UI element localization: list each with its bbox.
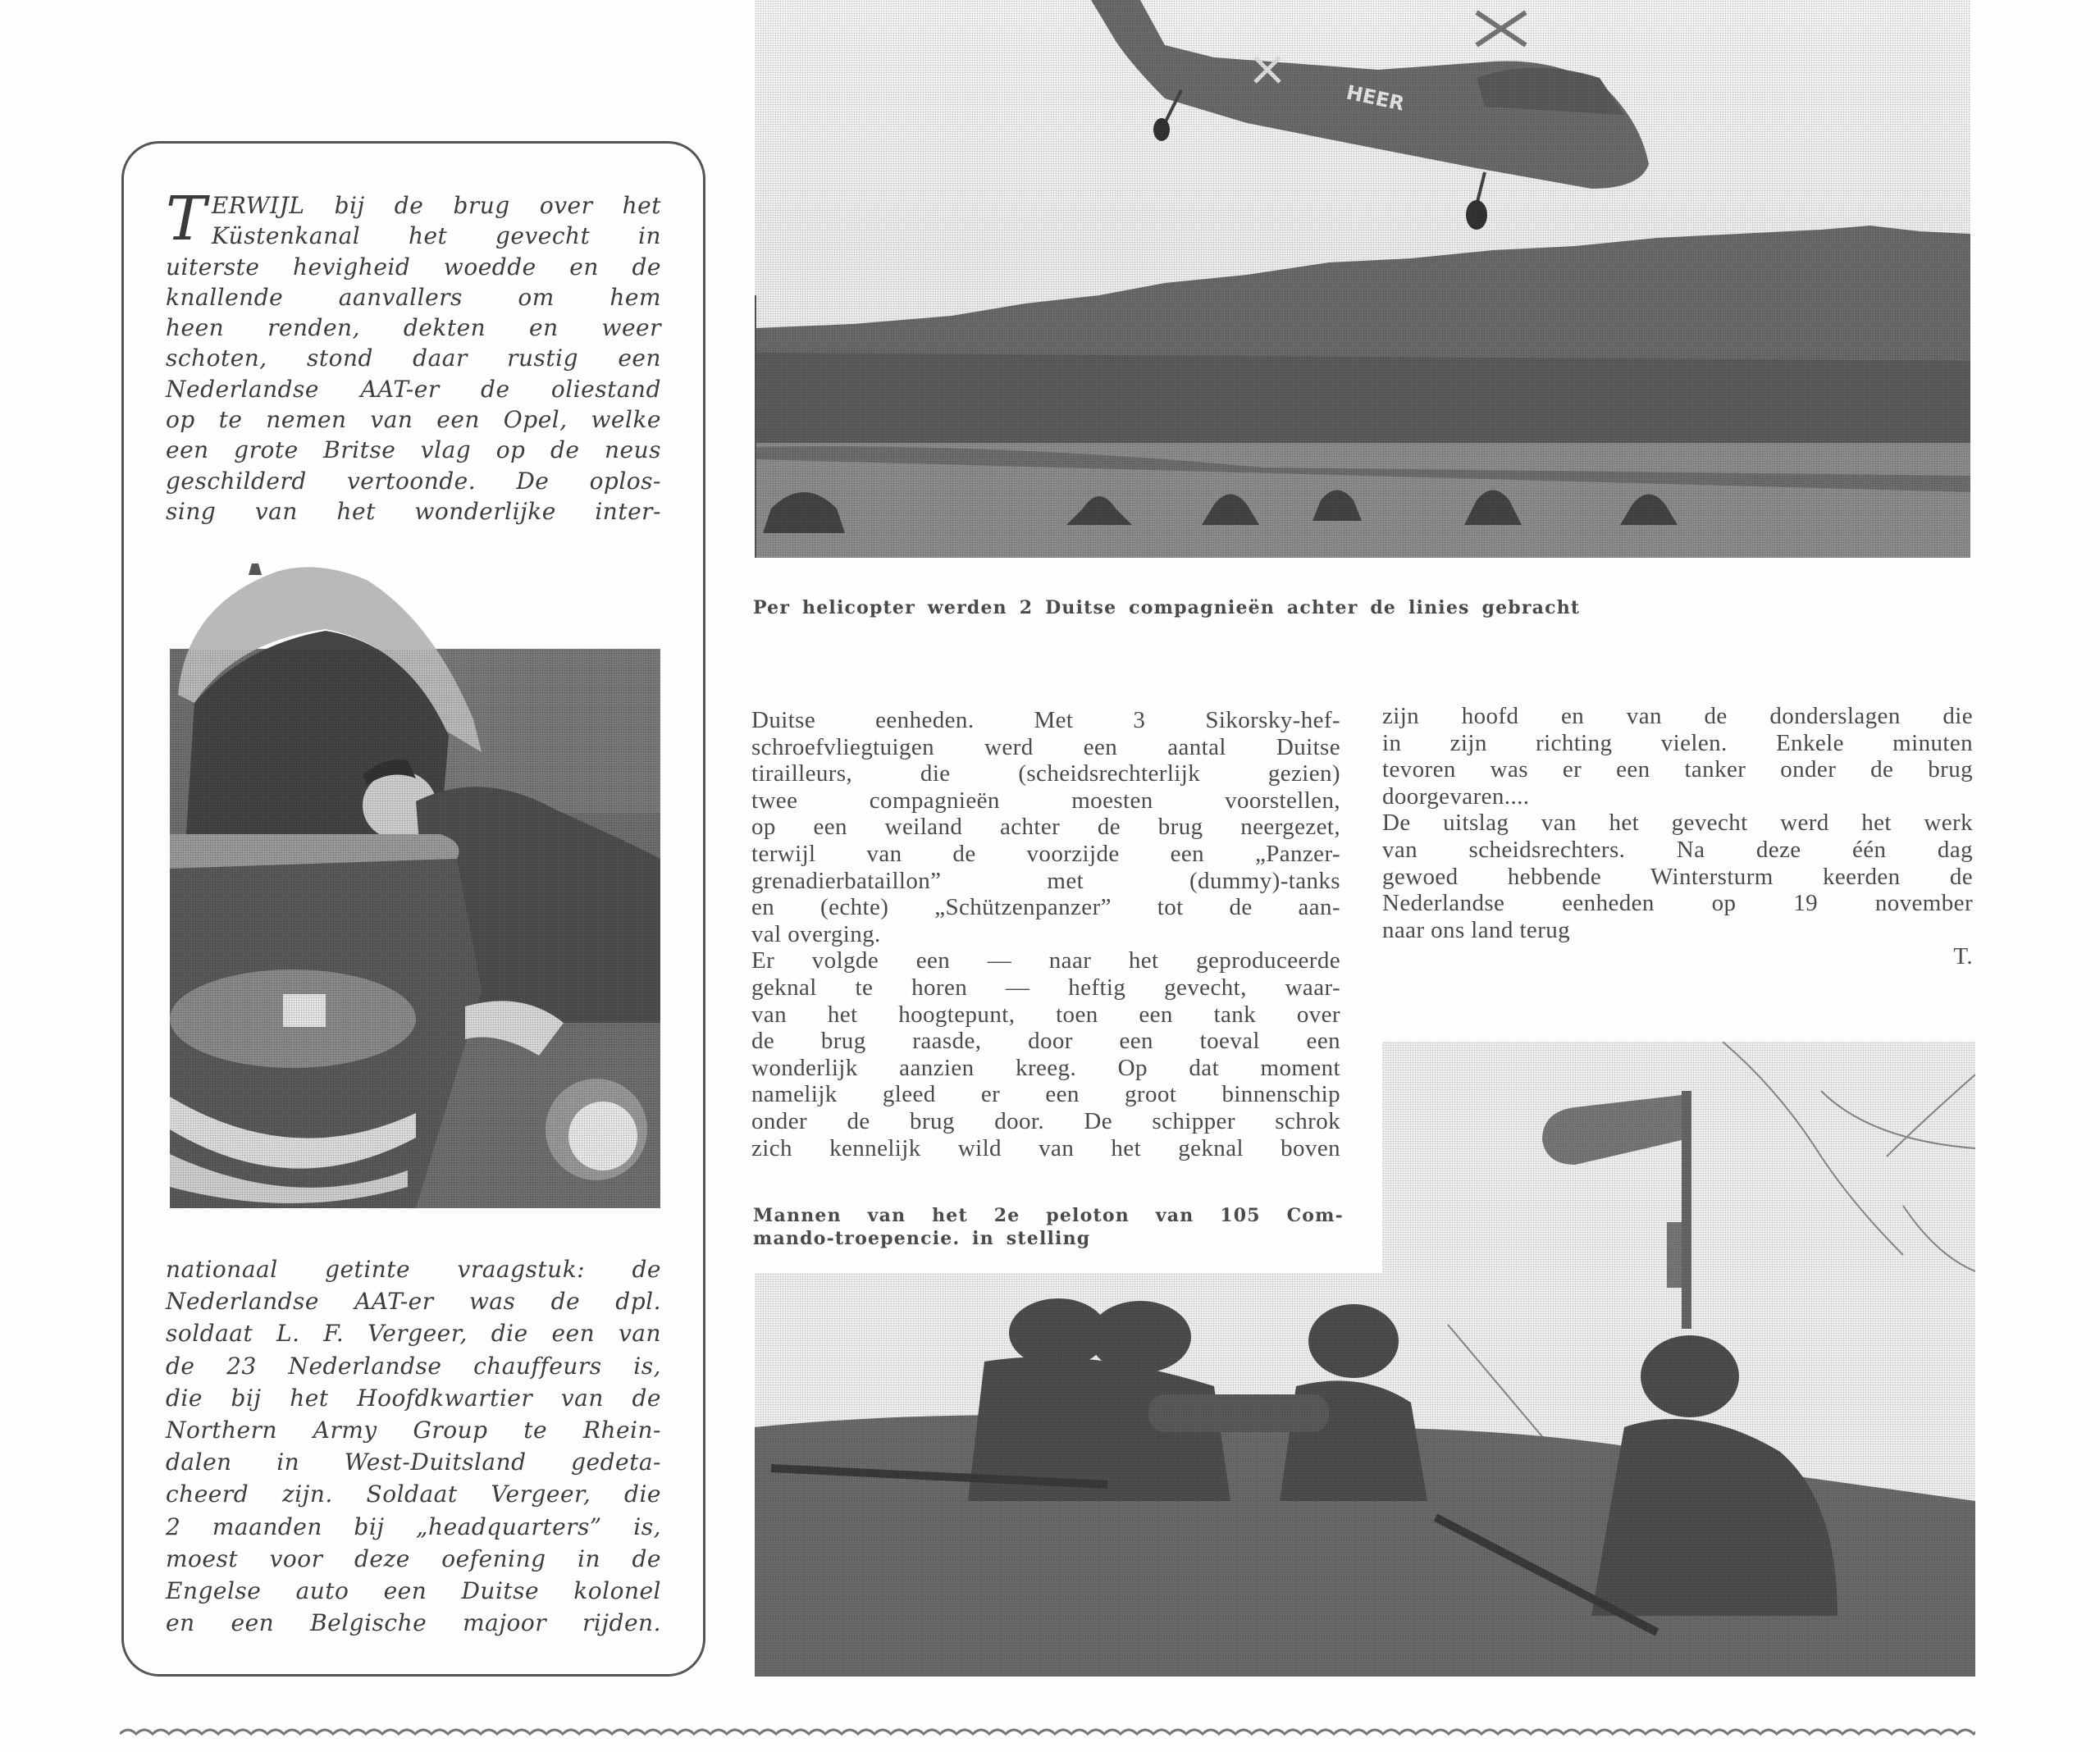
text-line: Engelse auto een Duitse kolonel [166, 1577, 661, 1605]
text-line: op een weiland achter de brug neergezet, [751, 814, 1340, 841]
drop-cap: T [166, 184, 207, 254]
text-line: val overging. [751, 920, 881, 947]
text-line: knallende aanvallers om hem [166, 283, 661, 311]
text-line: Er volgde een — naar het geproduceerde [751, 947, 1340, 974]
text-line: Duitse eenheden. Met 3 Sikorsky-hef- [751, 707, 1340, 733]
soldiers-photo [755, 1042, 1975, 1677]
text-line: en (echte) „Schützenpanzer” tot de aan- [751, 894, 1340, 921]
text-line: tevoren was er een tanker onder de brug [1382, 756, 1973, 783]
caption-line: mando-troepencie. in stelling [753, 1228, 1091, 1249]
helicopter-photo [755, 0, 1970, 558]
text-line: die bij het Hoofdkwartier van de [166, 1384, 661, 1412]
text-line: schroefvliegtuigen werd een aantal Duitse [751, 733, 1340, 760]
text-line: Nederlandse AAT-er was de dpl. [166, 1288, 661, 1316]
soldiers-photo-caption [753, 1204, 1344, 1250]
article-right-column [1382, 703, 1973, 970]
text-line: soldaat L. F. Vergeer, die een van [166, 1320, 661, 1348]
text-line: een grote Britse vlag op de neus [166, 436, 661, 464]
text-line: uiterste hevigheid woedde en de [166, 253, 661, 281]
wavy-divider-rule [120, 1722, 1975, 1742]
text-line: Nederlandse AAT-er de oliestand [166, 375, 661, 403]
text-line: nationaal getinte vraagstuk: de [166, 1256, 661, 1283]
text-line: sing van het wonderlijke inter- [166, 497, 661, 525]
text-line: zijn hoofd en van de donderslagen die [1382, 703, 1973, 729]
text-line: terwijl van de voorzijde een „Panzer- [751, 840, 1340, 867]
car-engine-photo [170, 563, 660, 1208]
text-line: gewoed hebbende Wintersturm keerden de [1382, 863, 1973, 890]
text-line: namelijk gleed er een groot binnenschip [751, 1081, 1340, 1108]
text-line: ERWIJL bij de brug over het [211, 192, 661, 219]
text-line: schoten, stond daar rustig een [166, 344, 661, 372]
text-line: de brug raasde, door een toeval een [751, 1028, 1340, 1055]
text-line: wonderlijk aanzien kreeg. Op dat moment [751, 1054, 1340, 1081]
text-line: doorgevaren.... [1382, 782, 1530, 810]
text-line: van scheidsrechters. Na deze één dag [1382, 836, 1973, 863]
caption-line: Mannen van het 2e peloton van 105 Com- [753, 1205, 1344, 1226]
sidebar-intro-text [166, 184, 661, 527]
author-signature: T. [1953, 943, 1973, 970]
text-line: zich kennelijk wild van het geknal boven [751, 1134, 1340, 1161]
text-line: 2 maanden bij „headquarters” is, [166, 1512, 661, 1540]
text-line: dalen in West-Duitsland gedeta- [166, 1449, 661, 1476]
text-line: twee compagnieën moesten voorstellen, [751, 787, 1340, 814]
text-line: van het hoogtepunt, toen een tank over [751, 1001, 1340, 1028]
text-line: heen renden, dekten en weer [166, 314, 661, 342]
text-line: de 23 Nederlandse chauffeurs is, [166, 1352, 661, 1380]
text-line: Nederlandse eenheden op 19 november [1382, 890, 1973, 917]
text-line: moest voor deze oefening in de [166, 1544, 661, 1572]
text-line: Küstenkanal het gevecht in [211, 222, 661, 250]
text-line: naar ons land terug [1382, 916, 1571, 943]
text-line: geschilderd vertoonde. De oplos- [166, 467, 661, 495]
text-line: op te nemen van een Opel, welke [166, 406, 661, 434]
sidebar-outro-text [166, 1253, 661, 1639]
text-line: geknal te horen — heftig gevecht, waar- [751, 974, 1340, 1001]
text-line: De uitslag van het gevecht werd het werk [1382, 810, 1973, 837]
text-line: tirailleurs, die (scheidsrechterlijk gezien) [751, 760, 1340, 787]
text-line: grenadierbataillon” met (dummy)-tanks [751, 867, 1340, 894]
text-line: Northern Army Group te Rhein- [166, 1417, 661, 1444]
text-line: onder de brug door. De schipper schrok [751, 1107, 1340, 1134]
text-line: in zijn richting vielen. Enkele minuten [1382, 729, 1973, 756]
helicopter-photo-caption: Per helicopter werden 2 Duitse compagnieën achter de linies gebracht [753, 597, 1581, 618]
text-line: cheerd zijn. Soldaat Vergeer, die [166, 1481, 661, 1508]
text-line: en een Belgische majoor rijden. [166, 1609, 661, 1637]
